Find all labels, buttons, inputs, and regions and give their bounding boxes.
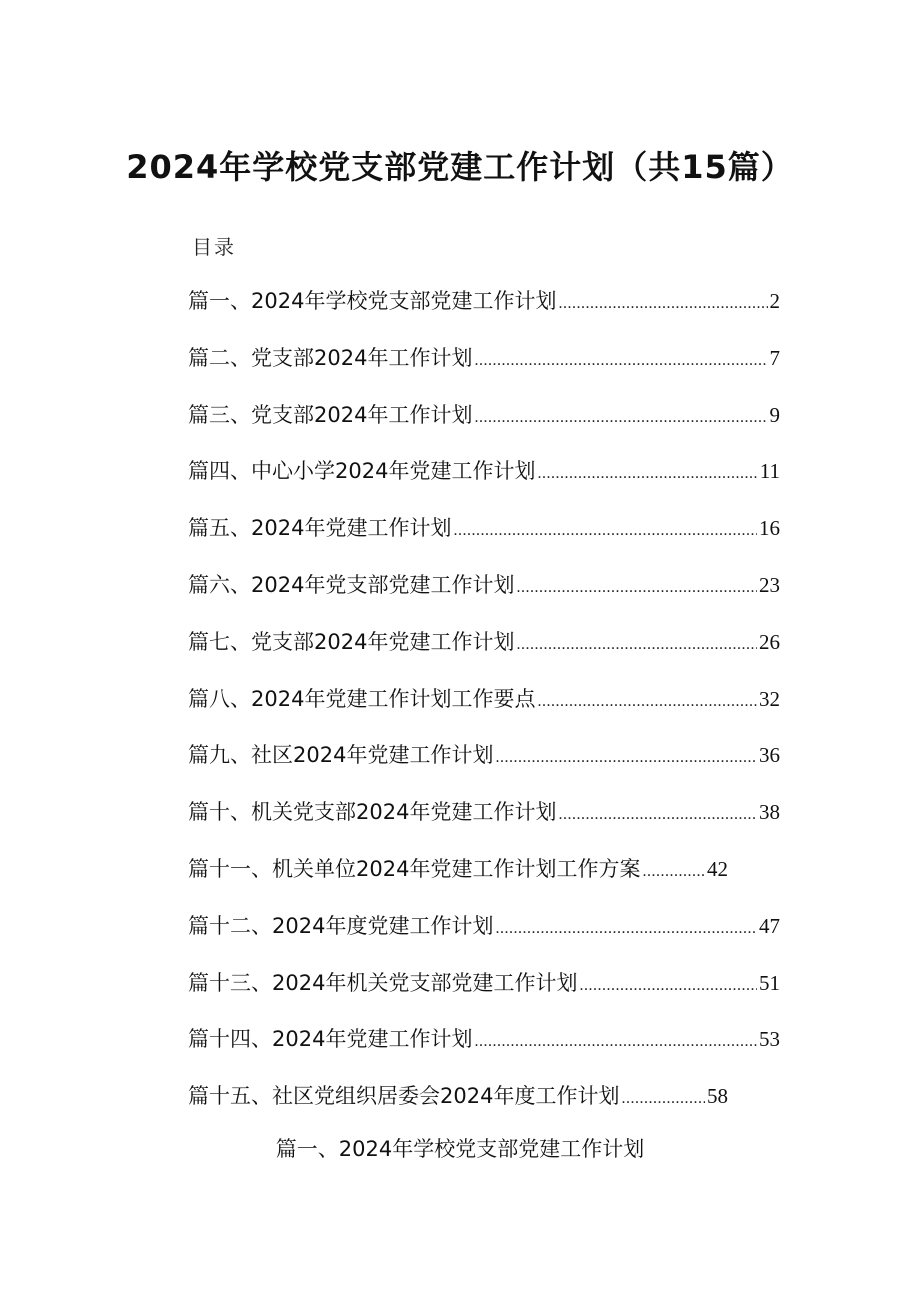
toc-entry[interactable] (188, 569, 780, 626)
toc-entry-page: 53 (759, 1027, 780, 1052)
toc-entry-page: 58 (707, 1084, 728, 1109)
toc-entry[interactable] (188, 683, 780, 740)
toc-entry[interactable] (188, 739, 780, 796)
toc-leader-dots (474, 402, 767, 434)
toc-entry[interactable] (188, 910, 780, 967)
toc-leader-dots (516, 572, 757, 604)
toc-leader-dots (537, 686, 757, 718)
toc-entry-label: 篇十二、2024年度党建工作计划 (188, 913, 494, 938)
toc-entry-page: 51 (759, 970, 780, 995)
toc-heading: 目录 (192, 235, 236, 259)
toc-entry-label: 篇五、2024年党建工作计划 (188, 516, 452, 541)
toc-leader-dots (516, 629, 757, 661)
toc-entry[interactable] (188, 285, 780, 342)
toc-entry-page: 47 (759, 913, 780, 938)
toc-leader-dots (621, 1083, 705, 1115)
toc-leader-dots (474, 345, 767, 377)
toc-entry-label: 篇十四、2024年党建工作计划 (188, 1027, 473, 1052)
toc-entry[interactable] (188, 626, 780, 683)
toc-entry-page: 23 (759, 572, 780, 597)
toc-entry-label: 篇十一、机关单位2024年党建工作计划工作方案 (188, 856, 641, 881)
toc-entry-page: 11 (759, 459, 780, 484)
toc-entry-label: 篇十三、2024年机关党支部党建工作计划 (188, 970, 578, 995)
toc-entry[interactable] (188, 399, 780, 456)
table-of-contents (188, 285, 780, 1137)
toc-entry-page: 26 (759, 629, 780, 654)
toc-entry[interactable] (188, 796, 780, 853)
toc-entry-label: 篇八、2024年党建工作计划工作要点 (188, 686, 536, 711)
toc-entry-label: 篇四、中心小学2024年党建工作计划 (188, 459, 536, 484)
toc-entry[interactable] (188, 1080, 728, 1137)
toc-entry-page: 2 (769, 289, 780, 313)
toc-leader-dots (558, 288, 767, 320)
toc-entry[interactable] (188, 853, 728, 910)
toc-leader-dots (537, 458, 757, 490)
toc-leader-dots (642, 856, 705, 888)
toc-entry-page: 38 (759, 800, 780, 825)
toc-leader-dots (579, 970, 757, 1002)
toc-entry-page: 32 (759, 686, 780, 711)
toc-entry-page: 9 (769, 402, 780, 427)
toc-entry-label: 篇十、机关党支部2024年党建工作计划 (188, 800, 557, 825)
toc-entry[interactable] (188, 455, 780, 512)
toc-entry[interactable] (188, 342, 780, 399)
toc-entry-page: 36 (759, 743, 780, 768)
toc-leader-dots (495, 913, 757, 945)
toc-leader-dots (474, 1026, 757, 1058)
toc-leader-dots (558, 799, 757, 831)
toc-entry-label: 篇三、党支部2024年工作计划 (188, 402, 473, 427)
toc-entry-label: 篇六、2024年党支部党建工作计划 (188, 572, 515, 597)
toc-entry-page: 16 (759, 516, 780, 541)
toc-entry[interactable] (188, 512, 780, 569)
toc-entry-page: 42 (707, 856, 728, 881)
toc-entry[interactable] (188, 967, 780, 1024)
toc-leader-dots (495, 742, 757, 774)
toc-entry-label: 篇九、社区2024年党建工作计划 (188, 743, 494, 768)
toc-leader-dots (453, 515, 757, 547)
toc-entry[interactable] (188, 1023, 780, 1080)
toc-entry-page: 7 (769, 345, 780, 370)
toc-entry-label: 篇十五、社区党组织居委会2024年度工作计划 (188, 1084, 620, 1109)
toc-entry-label: 篇七、党支部2024年党建工作计划 (188, 629, 515, 654)
toc-entry-label: 篇二、党支部2024年工作计划 (188, 345, 473, 370)
document-title: 2024年学校党支部党建工作计划（共15篇） (126, 148, 794, 186)
toc-entry-label: 篇一、2024年学校党支部党建工作计划 (188, 289, 557, 313)
section-heading: 篇一、2024年学校党支部党建工作计划 (275, 1137, 645, 1161)
